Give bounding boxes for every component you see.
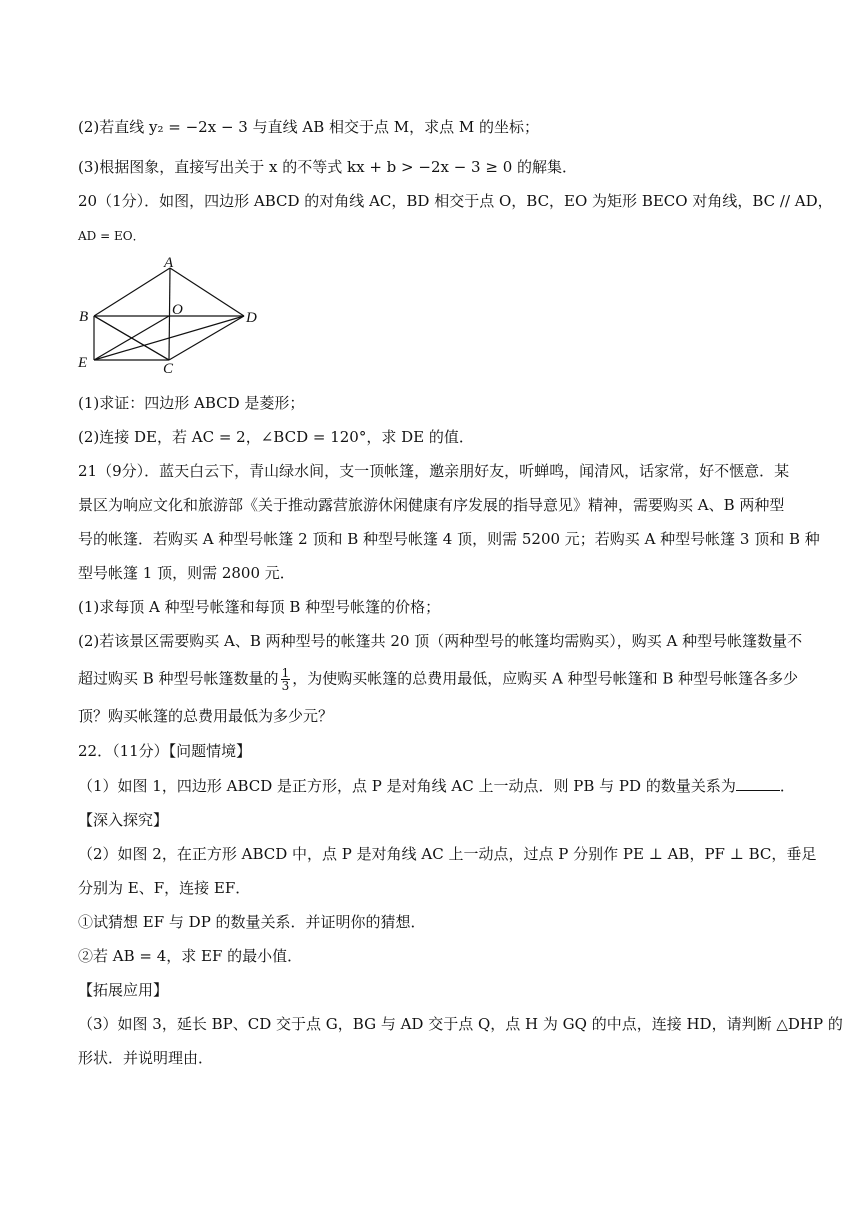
q21-part2-line2-start: 超过购买 B 种型号帐篷数量的 [78, 669, 279, 688]
q21-stem-line1: 21（9分）．蓝天白云下，青山绿水间，支一顶帐篷，邀亲朋好友，听蝉鸣，闻清风，话家常，好不惬意．某 [78, 462, 790, 480]
q21-stem-line2: 景区为响应文化和旅游部《关于推动露营旅游休闲健康有序发展的指导意见》精神，需要购买 A、B 两种型 [78, 496, 785, 514]
q22-part3-line2: 形状．并说明理由． [78, 1049, 214, 1067]
q20-stem-line1: 20（1分）．如图，四边形 ABCD 的对角线 AC，BD 相交于点 O，BC，EO 为矩形 BECO 对角线，BC // AD， [78, 192, 833, 210]
q22-part2-line1: （2）如图 2，在正方形 ABCD 中，点 P 是对角线 AC 上一动点，过点 P 分别作 PE ⊥ AB，PF ⊥ BC，垂足 [78, 845, 817, 863]
q22-explore-title: 【深入探究】 [78, 811, 169, 829]
q20-part2: (2)连接 DE，若 AC = 2，∠BCD = 120°，求 DE 的值． [78, 428, 474, 446]
q21-part2-line2-end: ，为使购买帐篷的总费用最低，应购买 A 种型号帐篷和 B 种型号帐篷各多少 [292, 669, 799, 688]
q20-stem-line2: AD = EO． [78, 229, 145, 243]
q22-apply-title: 【拓展应用】 [78, 981, 169, 999]
q22-title: 22．（11分）【问题情境】 [78, 742, 252, 760]
label-b: B [79, 309, 89, 325]
q21-part2-line2 [78, 667, 798, 692]
q19-part3: (3)根据图象，直接写出关于 x 的不等式 kx + b > −2x − 3 ≥ 0 的解集． [78, 158, 578, 176]
label-c: C [163, 361, 174, 376]
q22-part1: （1）如图 1，四边形 ABCD 是正方形，点 P 是对角线 AC 上一动点．则 PB 与 PD 的数量关系为 ． [78, 777, 795, 795]
q22-part2-line2: 分别为 E、F，连接 EF． [78, 879, 251, 897]
q21-part1: (1)求每顶 A 种型号帐篷和每顶 B 种型号帐篷的价格； [78, 598, 441, 616]
label-o: O [172, 302, 183, 318]
q22-part2-sub2: ②若 AB = 4，求 EF 的最小值． [78, 947, 303, 965]
q19-part2: (2)若直线 y₂ = −2x − 3 与直线 AB 相交于点 M，求点 M 的坐标； [78, 118, 540, 136]
q22-part3-line1: （3）如图 3，延长 BP、CD 交于点 G，BG 与 AD 交于点 Q，点 H 为 GQ 的中点，连接 HD，请判断 △DHP 的 [78, 1015, 843, 1033]
label-d: D [246, 310, 257, 326]
rhombus-figure [74, 256, 274, 376]
q20-part1: (1)求证：四边形 ABCD 是菱形； [78, 394, 305, 412]
label-e: E [78, 355, 88, 371]
label-a: A [164, 256, 174, 271]
q21-part2-line1: (2)若该景区需要购买 A、B 两种型号的帐篷共 20 顶（两种型号的帐篷均需购买），购买 A 种型号帐篷数量不 [78, 632, 803, 650]
one-third-fraction: $\frac{1}{3}$ [281, 666, 290, 693]
q21-part2-line3: 顶？购买帐篷的总费用最低为多少元？ [78, 707, 334, 725]
q21-stem-line4: 型号帐篷 1 顶，则需 2800 元． [78, 564, 295, 582]
q22-part2-sub1: ①试猜想 EF 与 DP 的数量关系．并证明你的猜想． [78, 913, 426, 931]
answer-blank [736, 776, 780, 791]
q21-stem-line3: 号的帐篷．若购买 A 种型号帐篷 2 顶和 B 种型号帐篷 4 顶，则需 5200 元；若购买 A 种型号帐篷 3 顶和 B 种 [78, 530, 820, 548]
